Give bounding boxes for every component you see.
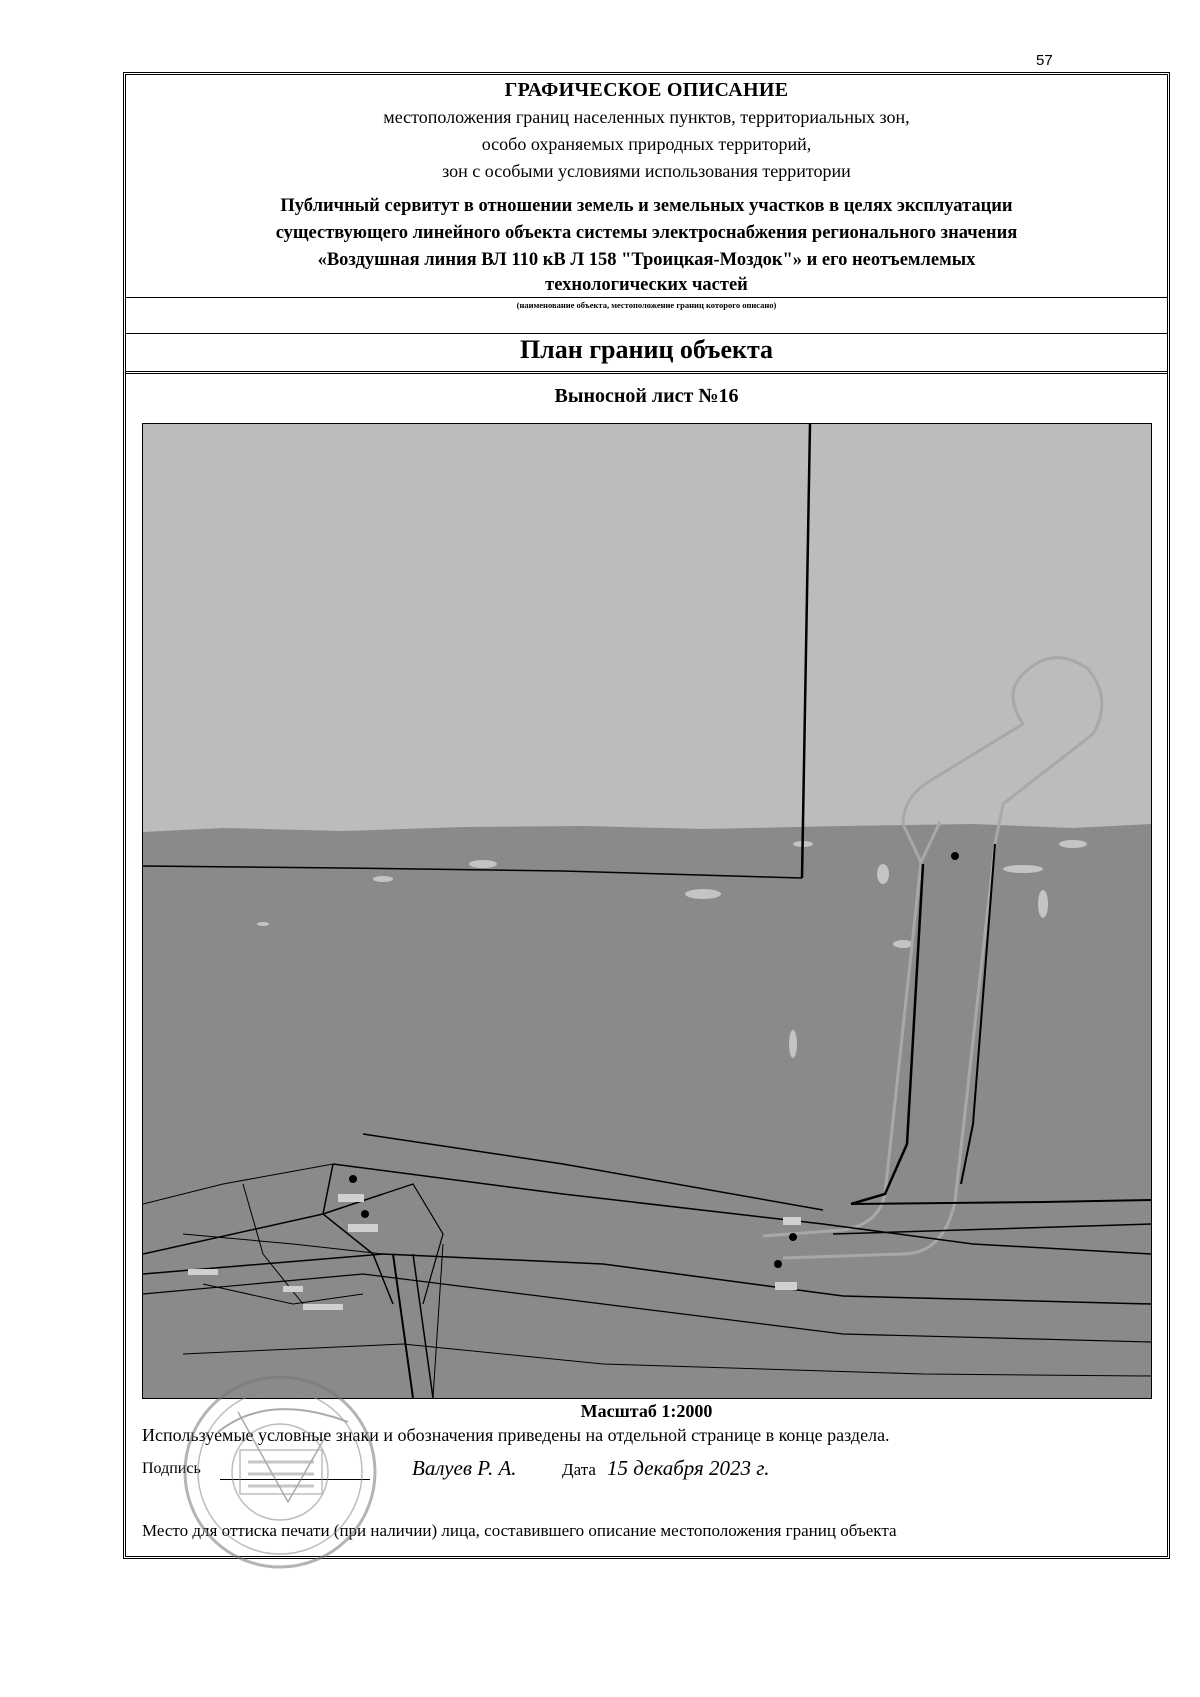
stamp-note: Место для оттиска печати (при наличии) лица, составившего описание местоположения границ объекта [142, 1521, 897, 1540]
object-name-line-2: существующего линейного объекта системы электроснабжения регионального значения [275, 223, 1018, 243]
signature-line [220, 1479, 370, 1480]
subtitle-line-2: особо охраняемых природных территорий, [481, 134, 812, 154]
parcel-boundaries [143, 424, 810, 878]
page-number: 57 [1036, 52, 1053, 69]
subtitle-line-1: местоположения границ населенных пунктов, территориальных зон, [383, 107, 910, 127]
object-name-line-3: «Воздушная линия ВЛ 110 кВ Л 158 "Троицкая-Моздок"» и его неотъемлемых [317, 250, 976, 270]
date-label: Дата [562, 1460, 596, 1479]
object-name-line-1: Публичный сервитут в отношении земель и земельных участков в целях эксплуатации [280, 196, 1013, 216]
object-caption: (наименование объекта, местоположение границ которого описано) [516, 300, 777, 310]
plan-title: План границ объекта [519, 335, 774, 364]
legend-note: Используемые условные знаки и обозначения приведены на отдельной странице в конце раздела. [142, 1425, 890, 1445]
map-drawing [143, 424, 1151, 1398]
map-scale: Масштаб 1:2000 [580, 1401, 713, 1421]
signer-name: Валуев Р. А. [412, 1456, 517, 1480]
object-name-line-4: технологических частей [545, 275, 748, 295]
boundary-map [142, 423, 1152, 1399]
signature-row [142, 1456, 1142, 1484]
lower-terrain-area [143, 824, 1151, 1398]
signature-label: Подпись [142, 1460, 201, 1477]
document-title: ГРАФИЧЕСКОЕ ОПИСАНИЕ [504, 79, 789, 101]
header-block [126, 75, 1167, 298]
date-value: 15 декабря 2023 г. [607, 1456, 770, 1480]
caption-row [126, 297, 1167, 334]
subtitle-line-3: зон с особыми условиями использования территории [442, 161, 851, 181]
sheet-title: Выносной лист №16 [554, 385, 739, 407]
document-frame [123, 72, 1170, 1559]
plan-title-row [126, 333, 1167, 374]
